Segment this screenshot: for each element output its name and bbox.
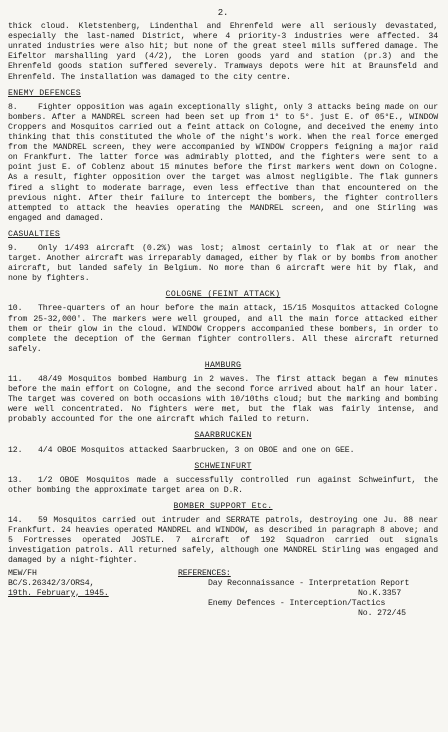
section-heading: COLOGNE (FEINT ATTACK) [165,290,281,300]
paragraph-number: 11. [8,375,23,384]
paragraph-text: Fighter opposition was again exceptionally slight, only 3 attacks being made on our bombers. After a MANDREL screen had been set up from 1° to 5°. just E. of 05°E., WINDOW Croppers and Mosquitos carried out a feint attack on Cologne, and deceived the enemy into thinking that this constituted the whole of the night's work. When the real force emerged from the MANDREL screen, they were accompanied by WINDOW Croppers feigning a major raid on Frankfurt. The latter force was admirably plotted, and the fighters were sent to a point just E. of Coblenz about 15 minutes before the first markers went down on Cologne. As a result, fighter opposition over the target was almost negligible. The flak gunners fired a slight to moderate barrage, even less effective than that encountered on the previous night. After their failure to intercept the bombers, the fighter controllers attempted to attack the heavies operating the MANDREL screen, and one Stirling was engaged and damaged. [8,102,438,223]
section-paragraph [8,244,438,284]
paragraph-text: 1/2 OBOE Mosquitos made a successfully controlled run against Schweinfurt, the other bombing the approximate target area on D.R. [8,475,438,495]
references-list [208,579,409,619]
page-number: 2. [217,8,229,18]
section-paragraph [8,516,438,566]
reference-line: Day Reconnaissance - Interpretation Report [208,578,410,588]
paragraph-number: 13. [8,475,23,485]
section-heading: BOMBER SUPPORT Etc. [173,501,273,511]
section-heading: ENEMY DEFENCES [8,88,81,98]
section-paragraph [8,304,438,354]
paragraph-number: 12. [8,445,23,455]
references-heading: REFERENCES: [178,568,231,578]
paragraph-text: 48/49 Mosquitos bombed Hamburg in 2 waves. The first attack began a few minutes before the main effort on Cologne, and the second force arrived about half an hour later. The target was covered on both occasions with 10/10ths cloud; but the marking and bombing were well concentrated. No fighters were met, but the flak was fairly intense, and probably accounted for the one aircraft which failed to return. [8,375,438,425]
footer [8,568,438,618]
footer-initials: MEW/FH [8,568,37,578]
paragraph-text: Only 1/493 aircraft (0.2%) was lost; almost certainly to flak at or near the target. Another aircraft was irreparably damaged, either by flak or by bombs from another aircraft, but landed safely in Belgium. No more than 6 aircraft were hit by flak, and none by fighters. [8,243,438,284]
section-paragraph [8,103,438,224]
footer-file-ref: BC/S.26342/3/ORS4, [8,578,95,588]
paragraph-number: 8. [8,102,18,112]
section-heading: SAARBRUCKEN [194,431,252,441]
footer-date: 19th. February, 1945. [8,588,109,598]
sections [8,89,438,567]
section-heading: SCHWEINFURT [194,461,252,471]
section-heading: CASUALTIES [8,229,61,239]
paragraph-number: 14. [8,516,23,526]
reference-line: No.K.3357 [358,588,402,598]
section-paragraph [8,446,438,456]
paragraph-text: 59 Mosquitos carried out intruder and SERRATE patrols, destroying one Ju. 88 near Frankfurt. 24 heavies operated MANDREL and WINDOW, as described in paragraph 8 above; and 5 Fortresses operated JOSTLE. 7 aircraft of 192 Squadron carried out signals investigation patrols. All returned safely, although one MANDREL Stirling was engaged and damaged by a night-fighter. [8,516,438,566]
paragraph-number: 10. [8,304,23,314]
paragraph-text: Three-quarters of an hour before the main attack, 15/15 Mosquitos attacked Cologne from 25-32,000'. The markers were well grouped, and all the main force attacked either them or their glow in the cloud. WINDOW Croppers accompanied these bombers, in order to complete the deception of the German fighter controllers. All these aircraft returned safely. [8,304,438,354]
paragraph-number: 9. [8,243,18,253]
reference-line: No. 272/45 [358,608,406,618]
section-heading: HAMBURG [204,360,242,370]
paragraph-text: 4/4 OBOE Mosquitos attacked Saarbrucken, 3 on OBOE and one on GEE. [38,445,355,455]
section-paragraph [8,375,438,425]
section-paragraph [8,476,438,496]
reference-line: Enemy Defences - Interception/Tactics [208,598,386,608]
intro-paragraph: thick cloud. Kletstenberg, Lindenthal and Ehrenfeld were all seriously devastated, especially the last-named District, where 4 priority-3 industries were affected. 34 unrated industries were also hit; but none of the great steel mills suffered damage. The Eifeltor marshalling yard (4/2), the Loren goods yard and station (pr.3) and the Ehrenfeld goods station suffered severely. Tramways depots were hit at Braunsfeld and Ehrenfeld. The installation was damaged to the city centre. [8,22,438,82]
footer-left [8,569,148,599]
